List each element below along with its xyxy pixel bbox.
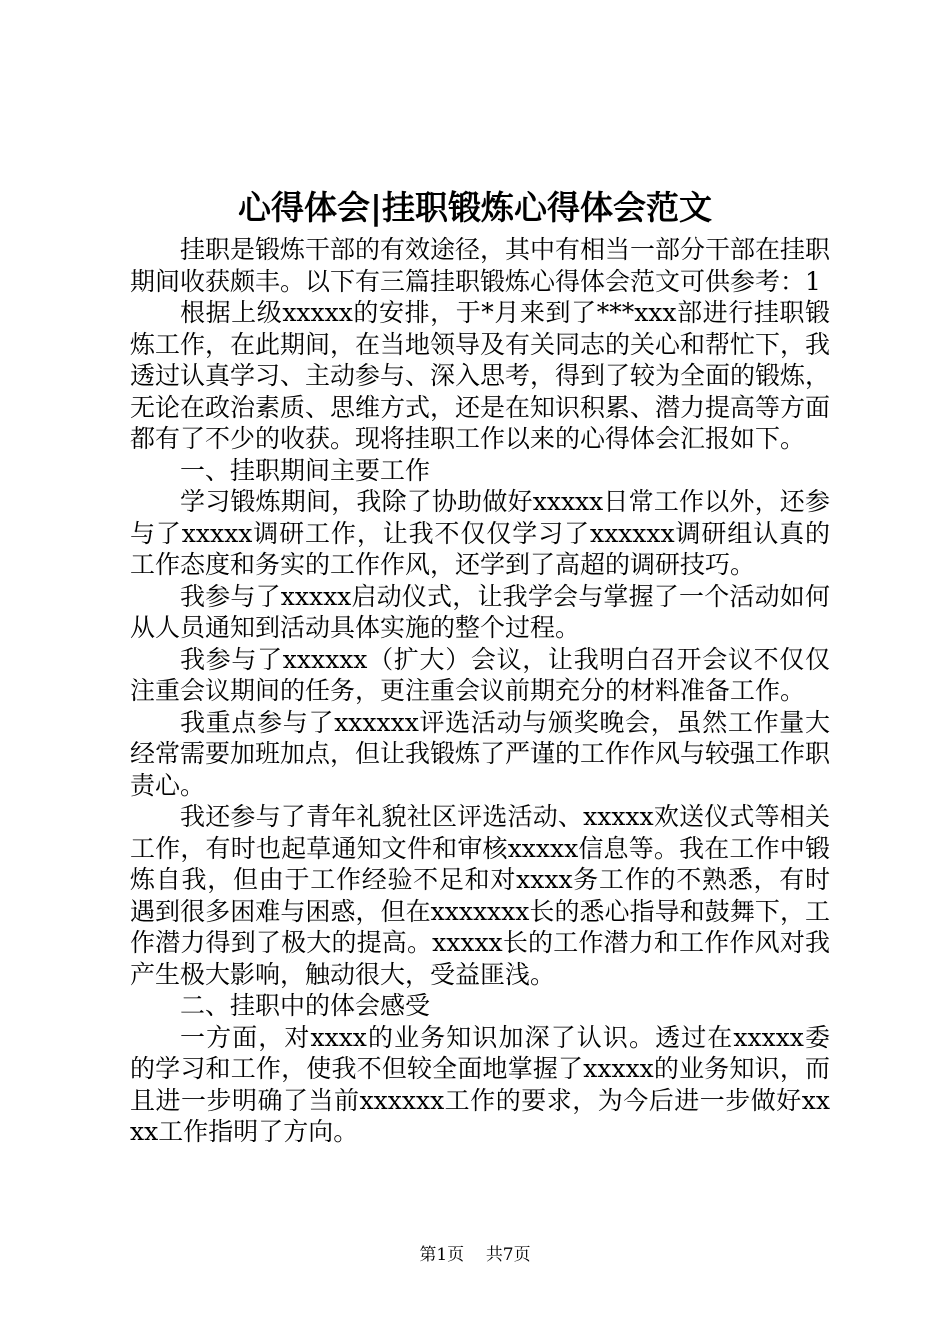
paragraph-business-knowledge: 一方面，对xxxx的业务知识加深了认识。透过在xxxxx委的学习和工作，使我不但较全面地掌握了xxxxx的业务知识，而且进一步明确了当前xxxxxx工作的要求，为今后进一步做好xxxx工作指明了方向。 [130, 1022, 830, 1146]
section-heading-main-work: 一、挂职期间主要工作 [180, 455, 431, 485]
paragraph-research-work: 学习锻炼期间，我除了协助做好xxxxx日常工作以外，还参与了xxxxx调研工作，让我不仅仅学习了xxxxxx调研组认真的工作态度和务实的工作作风，还学到了高超的调研技巧。 [130, 487, 830, 579]
section-heading-experience: 二、挂职中的体会感受 [180, 991, 431, 1020]
paragraph-community-activity: 我还参与了青年礼貌社区评选活动、xxxxx欢送仪式等相关工作，有时也起草通知文件和审核xxxxx信息等。我在工作中锻炼自我，但由于工作经验不足和对xxxx务工作的不熟悉，有时遇到很多困难与困惑，但在xxxxxxx长的悉心指导和鼓舞下，工作潜力得到了极大的提高。xxxxx长的工作潜力和工作作风对我产生极大影响，触动很大，受益匪浅。 [130, 802, 830, 989]
paragraph-award-evening: 我重点参与了xxxxxx评选活动与颁奖晚会，虽然工作量大经常需要加班加点，但让我锻炼了严谨的工作作风与较强工作职责心。 [130, 707, 831, 800]
page-total: 共7页 [485, 1245, 531, 1265]
paragraph-intro: 挂职是锻炼干部的有效途径，其中有相当一部分干部在挂职期间收获颇丰。以下有三篇挂职锻炼心得体会范文可供参考：1 [130, 235, 831, 296]
document-body [130, 234, 830, 1148]
page-footer [0, 1243, 950, 1267]
paragraph-meeting: 我参与了xxxxxx（扩大）会议，让我明白召开会议不仅仅注重会议期间的任务，更注重会议前期充分的材料准备工作。 [130, 644, 830, 705]
paragraph-launch-ceremony: 我参与了xxxxx启动仪式，让我学会与掌握了一个活动如何从人员通知到活动具体实施的整个过程。 [130, 581, 830, 642]
page-number: 第1页 [419, 1245, 465, 1265]
document-title: 心得体会|挂职锻炼心得体会范文 [237, 188, 712, 227]
paragraph-background: 根据上级xxxxx的安排，于*月来到了***xxx部进行挂职锻炼工作，在此期间，在当地领导及有关同志的关心和帮忙下，我透过认真学习、主动参与、深入思考，得到了较为全面的锻炼，无论在政治素质、思维方式，还是在知识积累、潜力提高等方面都有了不少的收获。现将挂职工作以来的心得体会汇报如下。 [130, 298, 831, 453]
page-separator [470, 1245, 481, 1265]
